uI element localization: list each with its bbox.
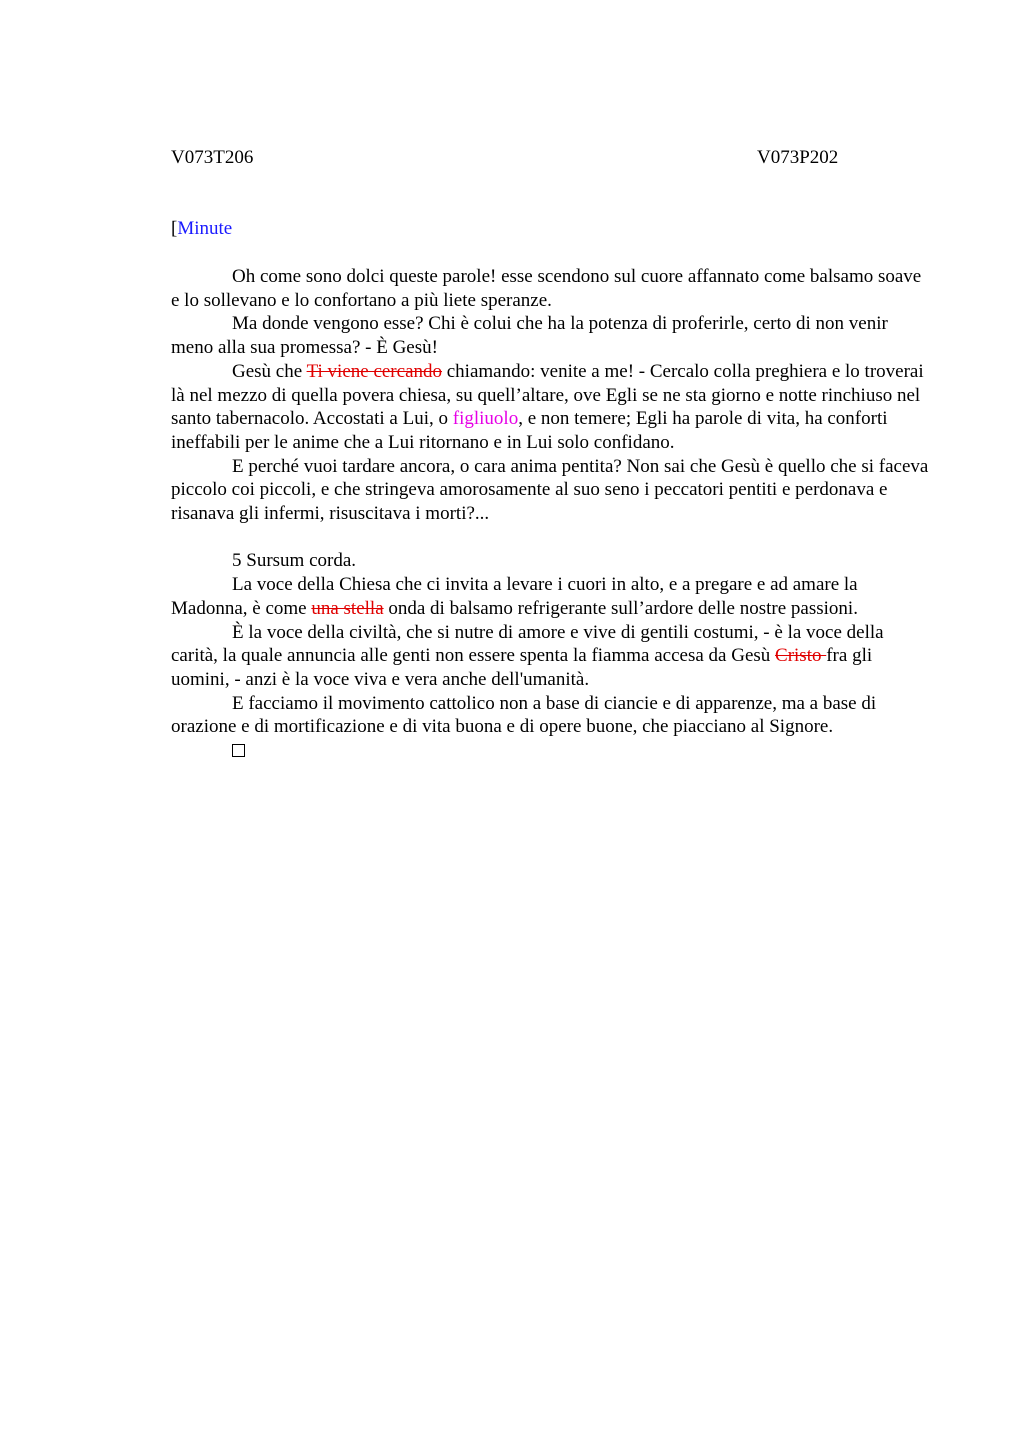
paragraph-3 xyxy=(171,360,931,455)
paragraph-3-part-a: Gesù che xyxy=(232,360,307,382)
paragraph-6-part-a: La voce della Chiesa che ci invita a levare i cuori in alto, e a pregare e ad amare la Madonna, è come xyxy=(171,574,858,619)
section-heading: 5 Sursum corda. xyxy=(232,550,357,572)
deleted-text: Cristo xyxy=(775,645,827,667)
paragraph-7-part-a: È la voce della civiltà, che si nutre di amore e vive di gentili costumi, - è la voce della carità, la quale annuncia alle genti non essere spenta la fiamma accesa da Gesù xyxy=(171,621,884,667)
paragraph-7-part-b: fra gli uomini, - anzi è la voce viva e vera anche dell'umanità. xyxy=(171,645,873,690)
paragraph-6 xyxy=(171,573,931,620)
body-text xyxy=(171,265,931,763)
section-label: Minute xyxy=(177,218,233,239)
paragraph-7 xyxy=(171,621,931,692)
end-marker-line xyxy=(171,739,931,763)
document-code-left: V073T206 xyxy=(171,147,254,168)
section-tag xyxy=(171,217,232,241)
highlighted-word: figliuolo xyxy=(452,408,519,430)
paragraph-3-part-b: chiamando: venite a me! - Cercalo colla preghiera e lo troverai là nel mezzo di quella povera chiesa, su quell’altare, ove Egli se ne sta giorno e notte rinchiuso nel santo tabernacolo. Accostati a Lui, o xyxy=(171,360,924,430)
deleted-text: Ti viene cercando xyxy=(306,360,442,382)
document-code-right: V073P202 xyxy=(757,147,839,168)
deleted-text: una stella xyxy=(311,597,384,619)
section-bracket: [ xyxy=(171,218,178,239)
paragraph-3-part-c: , e non temere; Egli ha parole di vita, ha conforti ineffabili per le anime che a Lui ritornano e in Lui solo confidano. xyxy=(171,408,888,453)
paragraph-6-part-b: onda di balsamo refrigerante sull’ardore delle nostre passioni. xyxy=(383,597,858,619)
paragraph-4: E perché vuoi tardare ancora, o cara anima pentita? Non sai che Gesù è quello che si faceva piccolo coi piccoli, e che stringeva amorosamente al suo seno i peccatori pentiti e perdonava e risanava gli infermi, risuscitava i morti?... xyxy=(171,455,929,525)
empty-square-icon xyxy=(232,744,245,757)
paragraph-8: E facciamo il movimento cattolico non a base di ciancie e di apparenze, ma a base di orazione e di mortificazione e di vita buona e di opere buone, che piacciano al Signore. xyxy=(171,692,877,738)
paragraph-1: Oh come sono dolci queste parole! esse scendono sul cuore affannato come balsamo soave e lo sollevano e lo confortano a più liete speranze. xyxy=(171,266,922,311)
paragraph-2: Ma donde vengono esse? Chi è colui che ha la potenza di proferirle, certo di non venir meno alla sua promessa? - È Gesù! xyxy=(171,313,888,359)
